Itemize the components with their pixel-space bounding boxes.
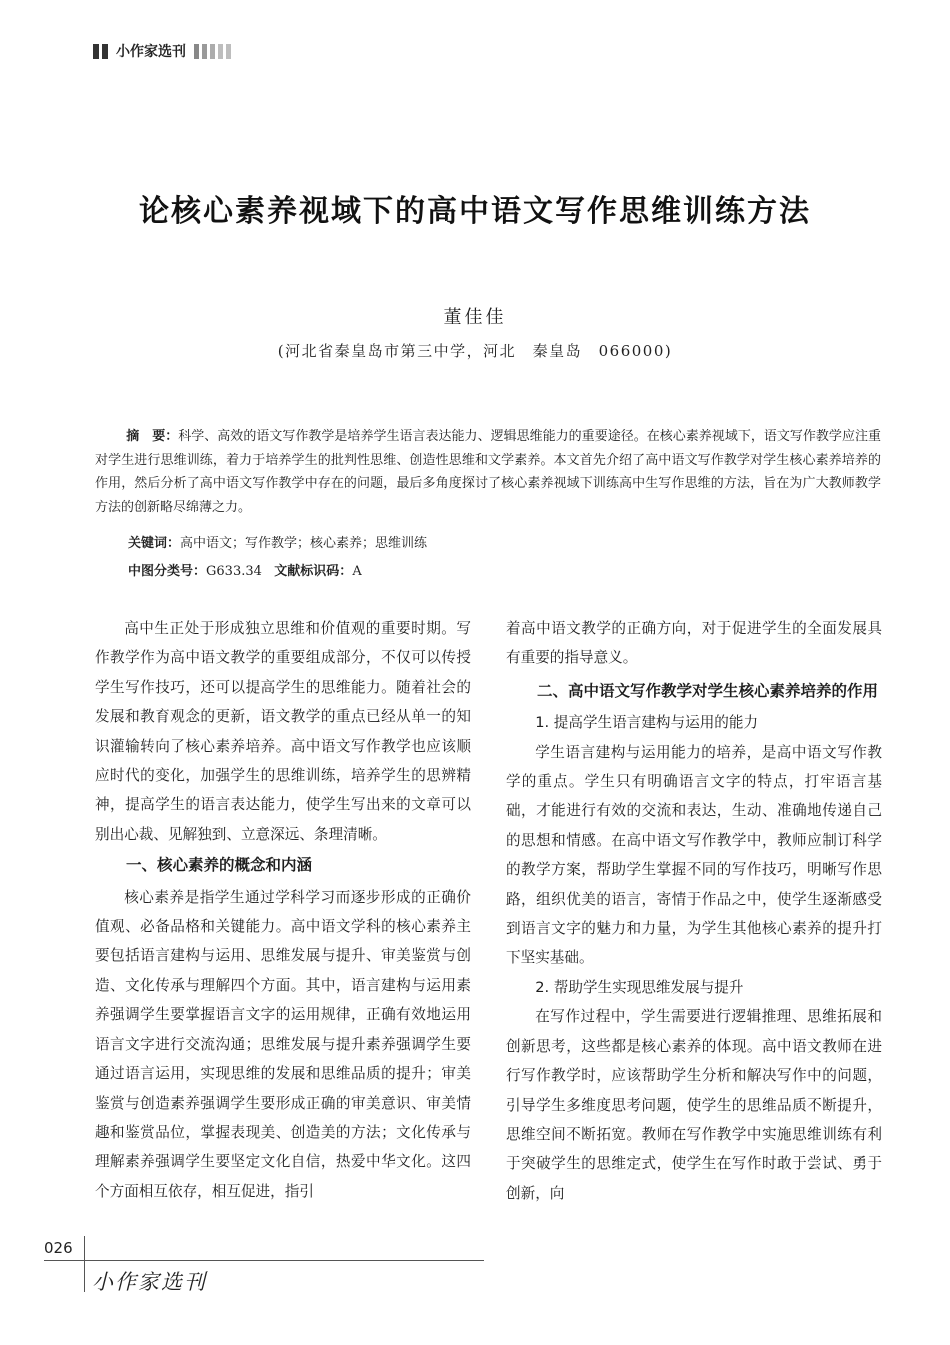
article-title: 论核心素养视域下的高中语文写作思维训练方法: [139, 194, 811, 229]
subsection-heading-1: 1. 提高学生语言建构与运用的能力: [535, 714, 759, 732]
section-heading-2: 二、高中语文写作教学对学生核心素养培养的作用: [537, 681, 879, 700]
clc-value: G633.34: [206, 564, 262, 579]
author-affiliation: (河北省秦皇岛市第三中学，河北 秦皇岛 066000): [277, 342, 673, 360]
clc-label: 中图分类号：: [128, 564, 207, 579]
header-bars-icon: [93, 44, 108, 59]
abstract-label: 摘 要：: [126, 429, 179, 444]
keywords: [128, 532, 427, 551]
header-grey-bars-icon: [194, 44, 231, 59]
footer-rule: [44, 1260, 484, 1261]
abstract-text: 科学、高效的语文写作教学是培养学生语言表达能力、逻辑思维能力的重要途径。在核心素养视域下，语文写作教学应注重对学生进行思维训练，着力于培养学生的批判性思维、创造性思维和文学素养。本文首先介绍了高中语文写作教学对学生核心素养培养的作用，然后分析了高中语文写作教学中存在的问题，最后多角度探讨了核心素养视域下训练高中生写作思维的方法，旨在为广大教师教学方法的创新略尽绵薄之力。: [95, 429, 881, 515]
abstract: [95, 425, 881, 519]
subsection-heading-2: 2. 帮助学生实现思维发展与提升: [535, 978, 744, 996]
footer-vertical-rule: [84, 1236, 85, 1292]
subsection-1-paragraph: 学生语言建构与运用能力的培养，是高中语文写作教学的重点。学生只有明确语言文字的特点，打牢语言基础，才能进行有效的交流和表达，生动、准确地传递自己的思想和情感。在高中语文写作教学中，教师应制订科学的教学方案，帮助学生掌握不同的写作技巧，明晰写作思路，组织优美的语言，寄情于作品之中，使学生逐渐感受到语言文字的魅力和力量，为学生其他核心素养的提升打下坚实基础。: [506, 743, 882, 967]
doc-code-value: A: [352, 564, 362, 579]
continued-paragraph: 着高中语文教学的正确方向，对于促进学生的全面发展具有重要的指导意义。: [506, 620, 882, 667]
running-header: [93, 40, 231, 62]
page-number: 026: [44, 1239, 73, 1257]
right-column: [506, 614, 882, 1208]
classification: [128, 560, 362, 579]
keywords-label: 关键词：: [128, 536, 181, 551]
journal-logo: 小作家选刊: [92, 1270, 207, 1294]
section-heading-1: 一、核心素养的概念和内涵: [126, 856, 313, 875]
section-1-paragraph: 核心素养是指学生通过学科学习而逐步形成的正确价值观、必备品格和关键能力。高中语文学科的核心素养主要包括语言建构与运用、思维发展与提升、审美鉴赏与创造、文化传承与理解四个方面。其中，语言建构与运用素养强调学生要掌握语言文字的运用规律，正确有效地运用语言文字进行交流沟通；思维发展与提升素养强调学生要通过语言运用，实现思维的发展和思维品质的提升；审美鉴赏与创造素养强调学生要形成正确的审美意识、审美情趣和鉴赏品位，掌握表现美、创造美的方法；文化传承与理解素养强调学生要坚定文化自信，热爱中华文化。这四个方面相互依存，相互促进，指引: [95, 888, 471, 1200]
keywords-text: 高中语文；写作教学；核心素养；思维训练: [180, 536, 428, 551]
subsection-2-paragraph: 在写作过程中，学生需要进行逻辑推理、思维拓展和创新思考，这些都是核心素养的体现。高中语文教师在进行写作教学时，应该帮助学生分析和解决写作中的问题，引导学生多维度思考问题，使学生的思维品质不断提升，思维空间不断拓宽。教师在写作教学中实施思维训练有利于突破学生的思维定式，使学生在写作时敢于尝试、勇于创新，向: [506, 1008, 882, 1202]
author-name: 董佳佳: [443, 307, 507, 328]
journal-name: 小作家选刊: [116, 44, 186, 60]
left-column: [95, 614, 471, 1206]
doc-code-label: 文献标识码：: [274, 564, 353, 579]
intro-paragraph: 高中生正处于形成独立思维和价值观的重要时期。写作教学作为高中语文教学的重要组成部分，不仅可以传授学生写作技巧，还可以提高学生的思维能力。随着社会的发展和教育观念的更新，语文教学的重点已经从单一的知识灌输转向了核心素养培养。高中语文写作教学也应该顺应时代的变化，加强学生的思维训练，培养学生的思辨精神，提高学生的语言表达能力，使学生写出来的文章可以别出心裁、见解独到、立意深远、条理清晰。: [95, 620, 471, 843]
